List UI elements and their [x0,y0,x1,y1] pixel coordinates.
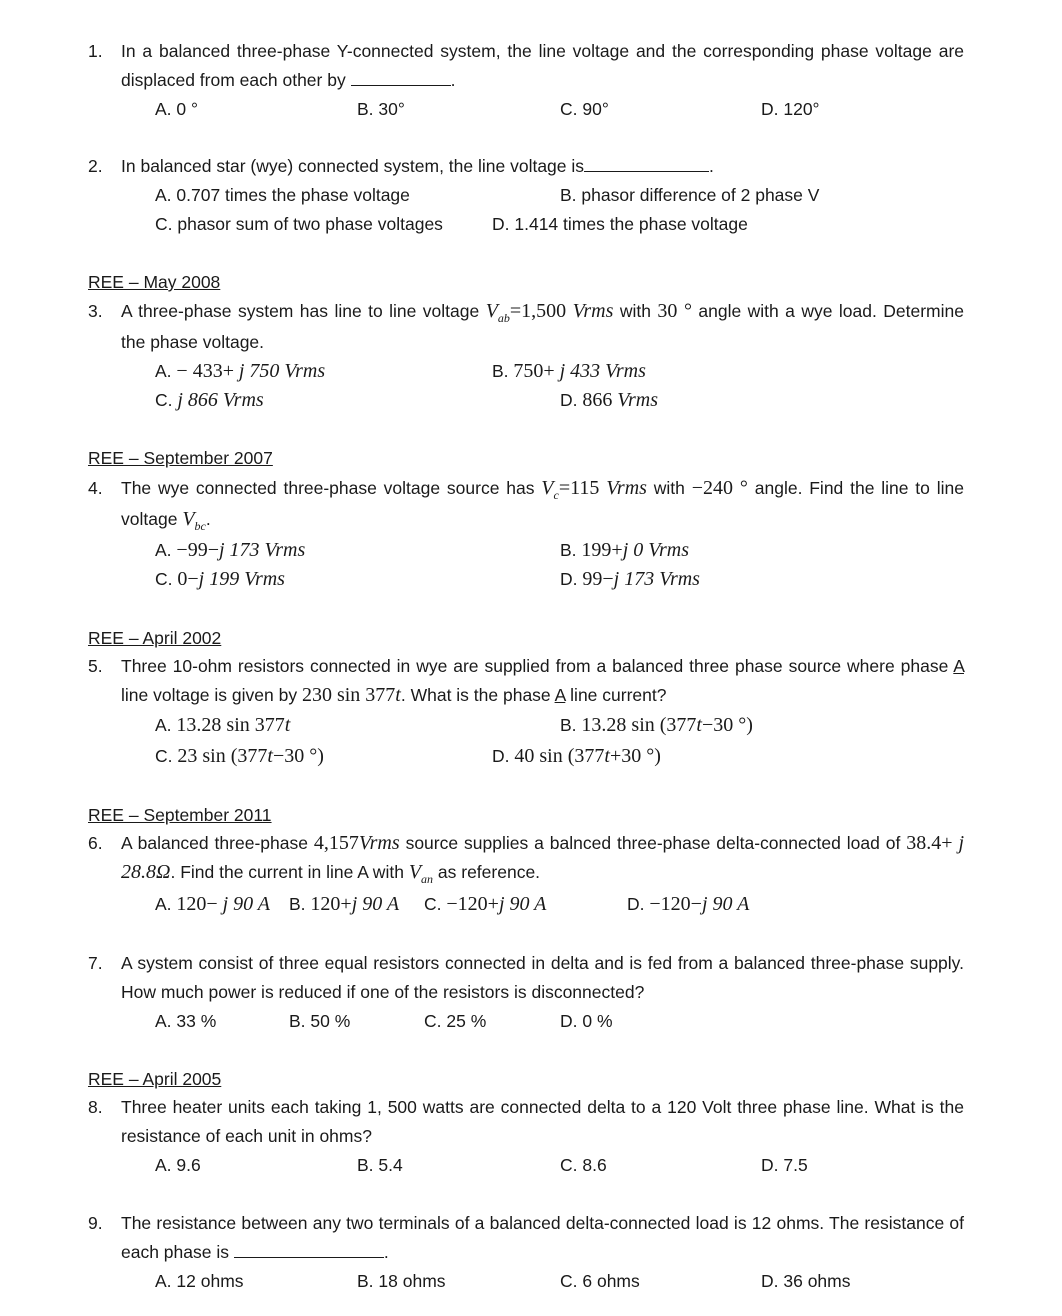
question-text-part: . Find the current in line A with [170,862,404,882]
choice-math: j 750 Vrms [238,360,326,382]
question-2 [88,152,964,181]
choice-letter: D. [560,569,578,589]
choice-a: A. 0 ° [155,99,198,119]
choice-math: − 433+ [176,360,234,382]
question-number: 2. [88,156,103,176]
choice-a: A. 33 % [155,1011,217,1031]
choice-math: −120− [649,893,702,915]
question-number: 6. [88,833,103,853]
choice-d [492,745,661,767]
question-number: 8. [88,1097,103,1117]
question-5 [88,652,964,710]
choice-math: 866 [582,389,613,411]
question-text [121,829,964,889]
choice-d: D. 1.414 times the phase voltage [492,214,748,234]
choice-letter: A. [155,540,172,560]
choice-b: B. 18 ohms [357,1271,446,1291]
choice-math: 750+ [513,360,555,382]
choice-math: 13.28 sin 377 [176,714,285,736]
choice-math: j 90 A [222,893,270,915]
question-text-part: The resistance between any two terminals of a balanced delta-connected load is 12 ohms. The resistance of each phase is [121,1213,964,1262]
choice-math: 199+ [581,539,623,561]
choice-letter: A. [155,894,172,914]
answer-blank [584,155,709,172]
question-number: 3. [88,301,103,321]
choice-c: C. phasor sum of two phase voltages [155,214,443,234]
question-text [121,297,964,357]
choice-letter: B. [560,715,577,735]
choice-letter: B. [492,361,509,381]
choice-letter: D. [560,390,578,410]
math-unit: Vrms [572,300,614,322]
section-header: REE – May 2008 [88,272,221,292]
question-text-part: . [450,70,456,90]
choice-math: 120− [176,893,218,915]
question-text-part: . [383,1242,389,1262]
math-subscript: an [421,872,434,886]
question-text-part: source supplies a balnced three-phase delta-connected load of [405,833,901,853]
choice-b [289,893,399,915]
question-text [121,152,964,181]
question-6 [88,829,964,889]
math-subscript: c [553,488,559,502]
question-text-part: Three 10-ohm resistors connected in wye are supplied from a balanced three phase source where phase [121,656,949,676]
question-text: A system consist of three equal resistors connected in delta and is fed from a balanced three-phase supply. How much power is reduced if one of the resistors is disconnected? [121,953,964,1002]
choice-math: j 0 Vrms [622,539,690,561]
question-text-part: angle with a wye load. Determine the phase voltage. [121,301,964,352]
choice-a [155,360,325,382]
choice-c: C. 8.6 [560,1155,607,1175]
math-expression: 230 sin 377 [301,684,396,706]
choice-b [492,360,646,382]
choice-b [560,539,689,561]
math-angle: 30 ° [657,300,692,322]
question-text-part: A balanced three-phase [121,833,308,853]
choice-d: D. 7.5 [761,1155,808,1175]
math-variable: V [485,300,498,322]
choice-c: C. 6 ohms [560,1271,640,1291]
question-text-part: The wye connected three-phase voltage source has [121,478,535,498]
choice-d [560,389,658,411]
choice-letter: D. [492,746,510,766]
choice-math: −99− [176,539,219,561]
question-text: Three heater units each taking 1, 500 watts are connected delta to a 120 Volt three phase line. What is the resistance of each unit in ohms? [121,1097,964,1146]
question-3 [88,297,964,357]
choice-b: B. phasor difference of 2 phase V [560,185,820,205]
choice-letter: C. [155,569,173,589]
choice-d: D. 0 % [560,1011,613,1031]
choice-letter: A. [155,361,172,381]
choice-b: B. 5.4 [357,1155,403,1175]
choice-math: −30 °) [272,745,324,767]
choice-math: −120+ [446,893,499,915]
question-text-part: In a balanced three-phase Y-connected system, the line voltage and the corresponding phase voltage are displaced from each other by [121,41,964,90]
choice-a: A. 9.6 [155,1155,201,1175]
question-9 [88,1209,964,1267]
math-variable: t [395,684,401,706]
question-4 [88,474,964,536]
choice-math: 23 sin (377 [177,745,268,767]
choice-math: j 90 A [351,893,400,915]
choice-a [155,714,290,736]
choice-math: t [696,714,702,736]
math-subscript: bc [194,519,206,533]
choice-d: D. 120° [761,99,820,119]
choice-c [155,745,324,767]
math-load: j 28.8Ω [121,832,964,883]
choice-b [560,714,753,736]
choice-math: t [284,714,291,736]
answer-blank [351,69,451,86]
choice-c [424,893,546,915]
math-variable: V [408,861,422,883]
choice-d [627,893,749,915]
math-unit: Vrms [606,477,647,499]
choice-math: t [267,745,273,767]
section-header: REE – April 2002 [88,628,222,648]
question-1 [88,37,964,95]
question-number: 7. [88,953,103,973]
choice-math: j 90 A [498,893,547,915]
question-text [121,474,964,536]
question-text-part: angle. Find the line to line voltage [121,478,964,529]
math-subscript: ab [497,311,510,325]
math-value: =115 [558,477,600,499]
question-8 [88,1093,964,1151]
question-number: 5. [88,656,103,676]
question-number: 4. [88,478,103,498]
choice-b: B. 30° [357,99,405,119]
question-text-part: with [619,301,651,321]
choice-letter: C. [424,894,442,914]
question-7 [88,949,964,1007]
section-header: REE – April 2005 [88,1069,222,1089]
answer-blank [234,1241,384,1258]
math-angle: −240 ° [691,477,748,499]
choice-math: j 433 Vrms [559,360,646,382]
choice-math: 0− [177,568,199,590]
phase-letter: A [953,656,964,676]
choice-letter: B. [289,894,306,914]
choice-letter: D. [627,894,645,914]
choice-math: 40 sin (377 [514,745,605,767]
question-text-part: A three-phase system has line to line voltage [121,301,480,321]
choice-b: B. 50 % [289,1011,351,1031]
choice-math: 99− [582,568,614,590]
question-text [121,1209,964,1267]
choice-math: −30 °) [701,714,753,736]
choice-math: t [604,745,610,767]
choice-letter: A. [155,715,172,735]
math-unit: Vrms [358,832,400,854]
question-text [121,652,964,710]
choice-math: +30 °) [609,745,661,767]
choice-a [155,539,305,561]
choice-a: A. 0.707 times the phase voltage [155,185,410,205]
math-variable: V [182,508,195,530]
question-text-part: as reference. [437,862,541,882]
choice-math: Vrms [617,389,658,411]
question-text-part: . [709,156,714,176]
choice-math: j 866 Vrms [177,389,264,411]
choice-math: 120+ [310,893,352,915]
choice-a: A. 12 ohms [155,1271,244,1291]
math-variable: V [541,477,554,499]
math-value: 4,157 [313,832,359,854]
choice-math: j 199 Vrms [198,568,285,590]
question-text-part: line current? [570,685,667,705]
choice-d [560,568,700,590]
question-text [121,37,964,95]
section-header: REE – September 2011 [88,805,272,825]
question-text-part: In balanced star (wye) connected system, the line voltage is [121,156,585,176]
question-number: 1. [88,41,103,61]
choice-letter: B. [560,540,577,560]
math-load: 38.4+ [906,832,953,854]
choice-math: j 173 Vrms [218,539,306,561]
question-text-part: . [205,509,211,529]
choice-letter: C. [155,746,173,766]
choice-letter: C. [155,390,173,410]
choice-math: j 90 A [701,893,750,915]
choice-c: C. 25 % [424,1011,487,1031]
question-text-part: line voltage is given by [121,685,298,705]
choice-c [155,389,264,411]
phase-letter: A [554,685,566,705]
question-text-part: with [653,478,685,498]
choice-c: C. 90° [560,99,609,119]
choice-math: 13.28 sin (377 [581,714,697,736]
math-value: =1,500 [509,300,567,322]
question-text-part: . What is the phase [400,685,551,705]
choice-c [155,568,285,590]
section-header: REE – September 2007 [88,448,273,468]
choice-math: j 173 Vrms [613,568,700,590]
choice-a [155,893,270,915]
choice-d: D. 36 ohms [761,1271,851,1291]
question-number: 9. [88,1213,103,1233]
